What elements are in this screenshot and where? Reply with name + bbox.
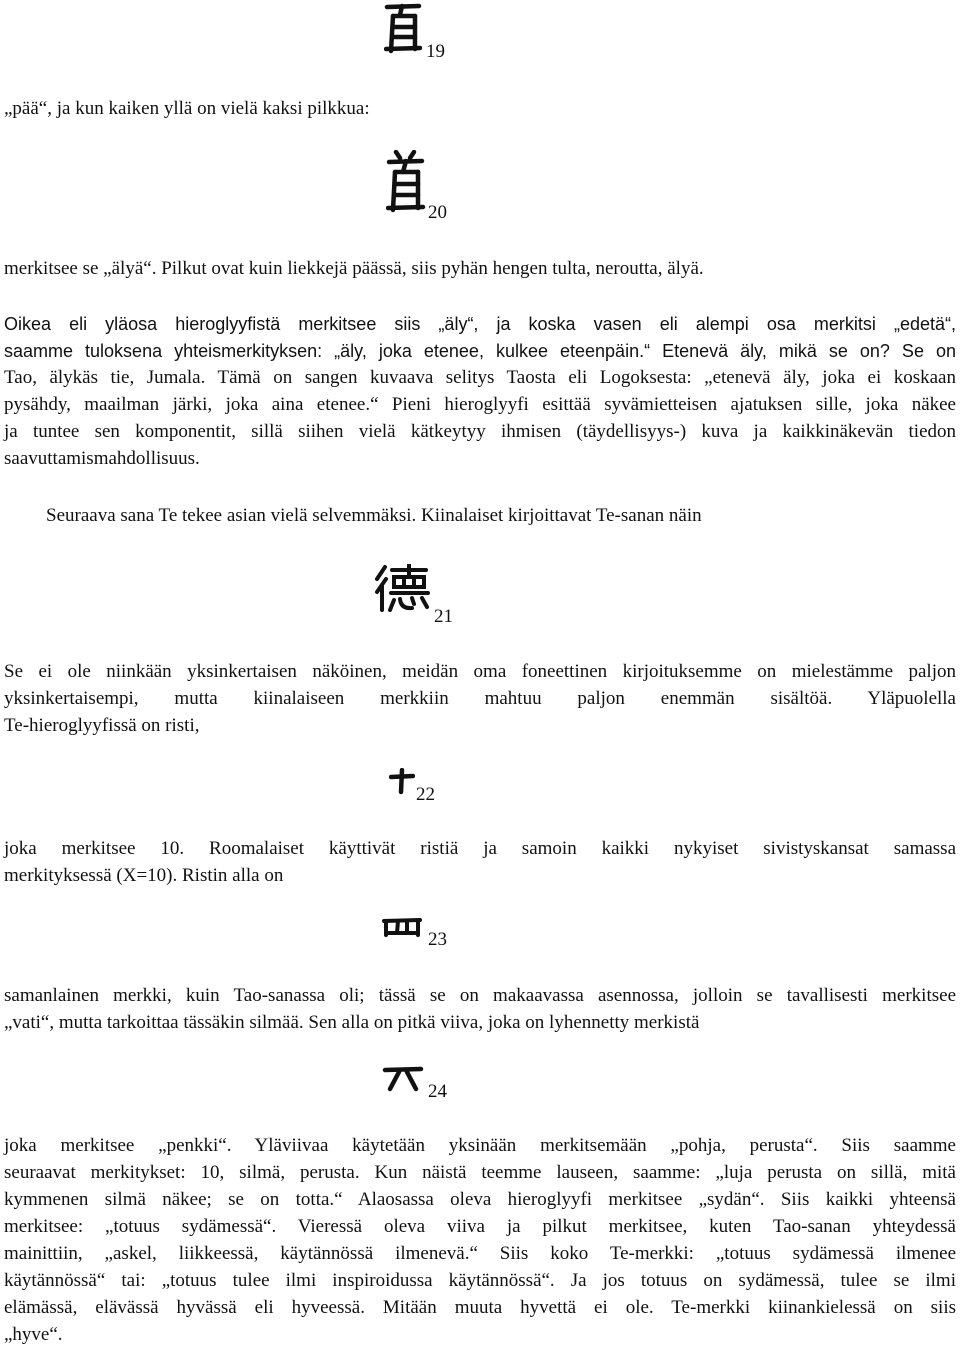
hieroglyph-eye-with-marks-icon <box>386 150 426 214</box>
figure-number: 22 <box>416 784 435 805</box>
text-line: „vati“, mutta tarkoittaa tässäkin silmää. Sen alla on pitkä viiva, joka on lyhennetty merkistä <box>4 1012 700 1033</box>
text-line: seuraavat merkitykset: 10, silmä, perusta. Kun näistä teemme lauseen, saamme: „luja perusta on sillä, mitä <box>4 1162 956 1183</box>
text-line: merkitsee se „älyä“. Pilkut ovat kuin liekkejä päässä, siis pyhän hengen tulta, neroutta, älyä. <box>4 258 704 279</box>
figure-number: 19 <box>426 41 445 62</box>
hieroglyph-eye-icon <box>384 2 422 54</box>
text-line: Seuraava sana Te tekee asian vielä selvemmäksi. Kiinalaiset kirjoittavat Te-sanan näin <box>46 505 702 526</box>
figure-number: 24 <box>428 1081 447 1102</box>
figure-number: 23 <box>428 929 447 950</box>
text-line: „pää“, ja kun kaiken yllä on vielä kaksi pilkkua: <box>4 98 370 119</box>
hieroglyph-bench-icon <box>382 1065 424 1095</box>
text-line: ja tuntee sen komponentit, sillä siihen vielä kätkeytyy ihmisen (täydellisyys-) kuva ja kaikkinäkevän tiedon <box>4 421 956 442</box>
text-line: yksinkertaisempi, mutta kiinalaiseen merkkiin mahtuu paljon enemmän sisältöä. Yläpuolella <box>4 688 956 709</box>
hieroglyph-net-icon <box>382 916 422 940</box>
text-line: samanlainen merkki, kuin Tao-sanassa oli; tässä se on makaavassa asennossa, jolloin se tavallisesti merkitsee <box>4 985 956 1006</box>
text-line: mainittiin, „askel, liikkeessä, käytännössä ilmenevä.“ Siis koko Te-merkki: „totuus sydämessä ilmenee <box>4 1243 956 1264</box>
text-line: joka merkitsee 10. Roomalaiset käyttivät ristiä ja samoin kaikki nykyiset sivistyskansat samassa <box>4 838 956 859</box>
figure-number: 21 <box>434 606 453 627</box>
text-line: joka merkitsee „penkki“. Yläviivaa käytetään yksinään merkitsemään „pohja, perusta“. Siis saamme <box>4 1135 956 1156</box>
text-line: pysähdy, maailman järki, joka aina etenee.“ Pieni hieroglyyfi esittää syvämietteisen ajatuksen sille, joka näkee <box>4 394 956 415</box>
text-line: elämässä, elävässä hyvässä eli hyveessä. Mitään muuta hyvettä ei ole. Te-merkki kiinankielessä on siis <box>4 1297 956 1318</box>
hieroglyph-te-character-icon <box>374 564 430 612</box>
text-line: merkitsee: „totuus sydämessä“. Vieressä oleva viiva ja pilkut merkitsee, kuten Tao-sanan yhteydessä <box>4 1216 956 1237</box>
text-line: Oikea eli yläosa hieroglyyfistä merkitsee siis „äly“, ja koska vasen eli alempi osa merkitsi „edetä“, <box>4 314 956 334</box>
hieroglyph-cross-icon <box>389 768 415 798</box>
text-line: merkityksessä (X=10). Ristin alla on <box>4 865 284 886</box>
text-line: Tao, älykäs tie, Jumala. Tämä on sangen kuvaava selitys Taosta eli Logoksesta: „etenevä äly, joka ei koskaan <box>4 367 956 388</box>
text-line: käytännössä“ tai: „totuus tulee ilmi inspiroidussa käytännössä“. Ja jos totuus on sydämessä, tulee se ilmi <box>4 1270 956 1291</box>
text-line: saavuttamismahdollisuus. <box>4 448 200 469</box>
text-line: saamme tuloksena yhteismerkityksen: „äly, joka etenee, kulkee eteenpäin.“ Etenevä äly, mikä se on? Se on <box>4 341 956 361</box>
figure-number: 20 <box>428 202 447 223</box>
text-line: Se ei ole niinkään yksinkertaisen näköinen, meidän oma foneettinen kirjoituksemme on mielestämme paljon <box>4 661 956 682</box>
text-line: „hyve“. <box>4 1324 63 1345</box>
text-line: Te-hieroglyyfissä on risti, <box>4 715 200 736</box>
text-line: kymmenen silmä näkee; se on totta.“ Alaosassa oleva hieroglyyfi merkitsee „sydän“. Siis kaikki yhteensä <box>4 1189 956 1210</box>
